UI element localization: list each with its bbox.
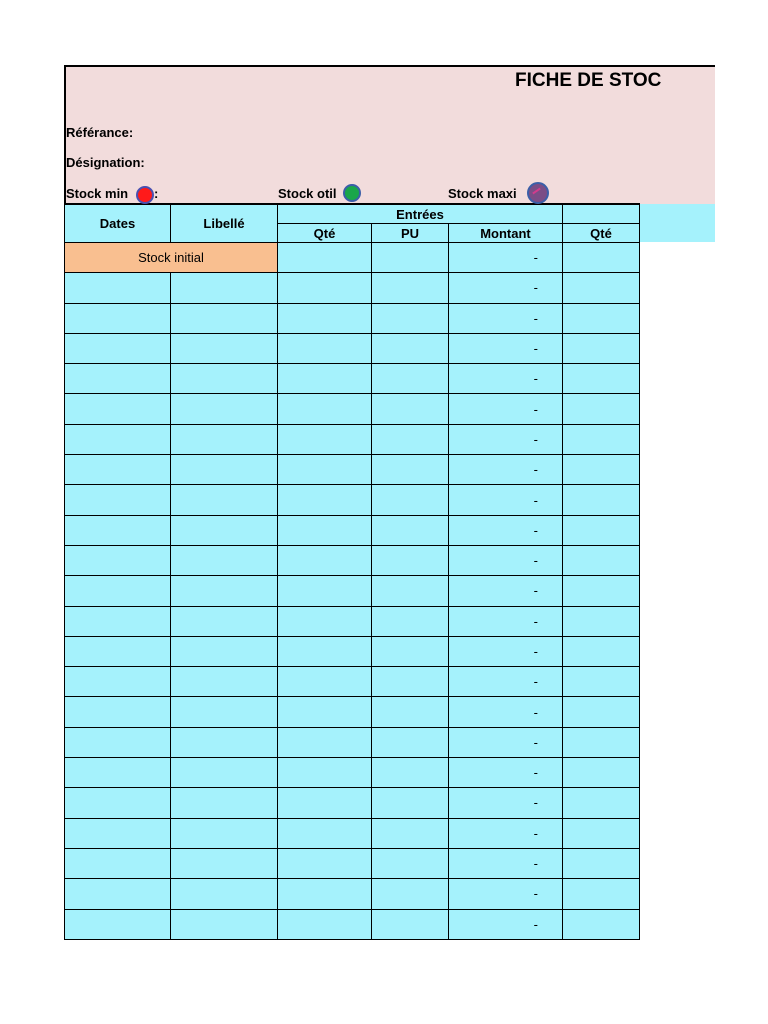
stock-otil-label: Stock otil [278,186,337,201]
cell-libelle[interactable] [171,697,278,727]
table-row [65,758,640,788]
stock-maxi-label: Stock maxi [448,186,517,201]
cell-pu[interactable] [372,455,449,485]
cell-libelle[interactable] [171,848,278,878]
table-row [65,636,640,666]
table-row [65,333,640,363]
cell-qte-2[interactable] [563,545,640,575]
column-header-pu: PU [372,224,449,243]
cell-pu[interactable] [372,243,449,273]
cell-qte[interactable] [278,545,372,575]
cell-pu[interactable] [372,788,449,818]
cell-qte[interactable] [278,758,372,788]
cell-pu[interactable] [372,758,449,788]
cell-qte-2[interactable] [563,758,640,788]
cell-pu[interactable] [372,545,449,575]
cell-qte[interactable] [278,515,372,545]
cell-libelle[interactable] [171,576,278,606]
table-row [65,879,640,909]
cell-pu[interactable] [372,667,449,697]
cell-pu[interactable] [372,727,449,757]
cell-pu[interactable] [372,606,449,636]
cell-libelle[interactable] [171,818,278,848]
cell-date[interactable] [65,848,171,878]
cell-pu[interactable] [372,303,449,333]
stock-min-colon: : [154,186,159,201]
cell-montant[interactable]: - [449,515,563,545]
cell-qte-2[interactable] [563,788,640,818]
column-header-dates: Dates [65,205,171,243]
cell-date[interactable] [65,636,171,666]
cell-qte-2[interactable] [563,848,640,878]
cell-date[interactable] [65,545,171,575]
cell-libelle[interactable] [171,273,278,303]
cell-qte[interactable] [278,697,372,727]
table-row [65,273,640,303]
cell-qte[interactable] [278,879,372,909]
cell-qte-2[interactable] [563,818,640,848]
cell-montant[interactable]: - [449,606,563,636]
stock-table [64,204,640,940]
table-row [65,667,640,697]
cell-pu[interactable] [372,515,449,545]
cell-qte[interactable] [278,243,372,273]
cell-montant[interactable]: - [449,273,563,303]
table-row [65,576,640,606]
cell-montant[interactable]: - [449,303,563,333]
cell-libelle[interactable] [171,364,278,394]
cell-montant[interactable]: - [449,758,563,788]
cell-montant[interactable]: - [449,818,563,848]
cell-qte-2[interactable] [563,667,640,697]
cell-libelle[interactable] [171,424,278,454]
table-row [65,455,640,485]
cell-qte-2[interactable] [563,424,640,454]
cell-qte-2[interactable] [563,485,640,515]
cell-libelle[interactable] [171,303,278,333]
cell-qte-2[interactable] [563,606,640,636]
cell-qte[interactable] [278,848,372,878]
cell-qte[interactable] [278,394,372,424]
column-header-qte: Qté [278,224,372,243]
table-header-extension [639,204,715,242]
cell-date[interactable] [65,515,171,545]
cell-date[interactable] [65,273,171,303]
cell-libelle[interactable] [171,758,278,788]
cell-date[interactable] [65,455,171,485]
reference-label: Référance: [66,125,134,140]
cell-montant[interactable]: - [449,909,563,939]
column-header-montant: Montant [449,224,563,243]
table-row [65,485,640,515]
column-group-next [563,205,640,224]
cell-qte-2[interactable] [563,576,640,606]
cell-qte-2[interactable] [563,909,640,939]
cell-montant[interactable]: - [449,424,563,454]
cell-libelle[interactable] [171,788,278,818]
stock-min-indicator-icon [136,186,154,204]
cell-date[interactable] [65,727,171,757]
cell-date[interactable] [65,424,171,454]
cell-pu[interactable] [372,424,449,454]
cell-qte-2[interactable] [563,636,640,666]
cell-date[interactable] [65,697,171,727]
cell-qte-2[interactable] [563,455,640,485]
cell-qte[interactable] [278,424,372,454]
cell-montant[interactable]: - [449,243,563,273]
cell-date[interactable] [65,879,171,909]
cell-libelle[interactable] [171,636,278,666]
cell-qte[interactable] [278,788,372,818]
cell-libelle[interactable] [171,455,278,485]
cell-qte[interactable] [278,303,372,333]
cell-qte[interactable] [278,364,372,394]
cell-date[interactable] [65,576,171,606]
cell-montant[interactable]: - [449,333,563,363]
stock-min-label: Stock min [66,186,129,201]
cell-date[interactable] [65,333,171,363]
cell-qte[interactable] [278,455,372,485]
cell-pu[interactable] [372,485,449,515]
cell-qte-2[interactable] [563,697,640,727]
cell-pu[interactable] [372,879,449,909]
cell-libelle[interactable] [171,394,278,424]
table-row [65,788,640,818]
cell-qte-2[interactable] [563,364,640,394]
cell-libelle[interactable] [171,667,278,697]
cell-qte[interactable] [278,909,372,939]
cell-qte-2[interactable] [563,243,640,273]
cell-qte[interactable] [278,636,372,666]
stock-maxi-indicator-icon [527,182,549,204]
table-row [65,727,640,757]
cell-qte[interactable] [278,606,372,636]
column-header-libelle: Libellé [171,205,278,243]
designation-label: Désignation: [66,155,145,170]
cell-montant[interactable]: - [449,667,563,697]
cell-qte-2[interactable] [563,333,640,363]
cell-qte[interactable] [278,333,372,363]
cell-montant[interactable]: - [449,364,563,394]
cell-date[interactable] [65,909,171,939]
cell-qte-2[interactable] [563,515,640,545]
cell-libelle[interactable] [171,485,278,515]
table-row [65,515,640,545]
cell-montant[interactable]: - [449,636,563,666]
table-row [65,303,640,333]
cell-libelle[interactable] [171,727,278,757]
cell-libelle[interactable] [171,545,278,575]
stock-otil-indicator-icon [343,184,361,202]
cell-pu[interactable] [372,848,449,878]
cell-date[interactable] [65,667,171,697]
cell-qte[interactable] [278,273,372,303]
cell-date[interactable] [65,606,171,636]
cell-montant[interactable]: - [449,485,563,515]
cell-montant[interactable]: - [449,848,563,878]
table-row [65,424,640,454]
table-row [65,606,640,636]
table-row [65,818,640,848]
table-row [65,909,640,939]
table-row [65,545,640,575]
cell-montant[interactable]: - [449,788,563,818]
cell-libelle[interactable] [171,606,278,636]
cell-date[interactable] [65,818,171,848]
cell-qte[interactable] [278,818,372,848]
cell-qte-2[interactable] [563,303,640,333]
table-row [65,364,640,394]
cell-libelle[interactable] [171,879,278,909]
cell-libelle[interactable] [171,515,278,545]
cell-pu[interactable] [372,818,449,848]
cell-montant[interactable]: - [449,576,563,606]
cell-qte-2[interactable] [563,273,640,303]
cell-montant[interactable]: - [449,394,563,424]
table-row [65,697,640,727]
column-group-entrees: Entrées [278,205,563,224]
table-row [65,848,640,878]
cell-libelle[interactable] [171,333,278,363]
cell-date[interactable] [65,364,171,394]
cell-date[interactable] [65,394,171,424]
cell-qte-2[interactable] [563,727,640,757]
cell-montant[interactable]: - [449,727,563,757]
cell-pu[interactable] [372,394,449,424]
cell-pu[interactable] [372,909,449,939]
cell-qte[interactable] [278,667,372,697]
page-title: FICHE DE STOC [515,70,662,91]
cell-pu[interactable] [372,636,449,666]
cell-date[interactable] [65,303,171,333]
cell-pu[interactable] [372,333,449,363]
cell-pu[interactable] [372,273,449,303]
cell-date[interactable] [65,485,171,515]
cell-qte[interactable] [278,576,372,606]
cell-montant[interactable]: - [449,455,563,485]
cell-qte-2[interactable] [563,394,640,424]
cell-qte[interactable] [278,727,372,757]
table-row [65,394,640,424]
cell-qte-2[interactable] [563,879,640,909]
column-header-qte-2: Qté [563,224,640,243]
cell-pu[interactable] [372,576,449,606]
cell-montant[interactable]: - [449,697,563,727]
cell-date[interactable] [65,788,171,818]
cell-date[interactable] [65,758,171,788]
cell-pu[interactable] [372,697,449,727]
cell-qte[interactable] [278,485,372,515]
cell-montant[interactable]: - [449,879,563,909]
stock-initial-label: Stock initial [65,243,278,273]
cell-pu[interactable] [372,364,449,394]
stock-initial-row [65,243,640,273]
cell-libelle[interactable] [171,909,278,939]
cell-montant[interactable]: - [449,545,563,575]
